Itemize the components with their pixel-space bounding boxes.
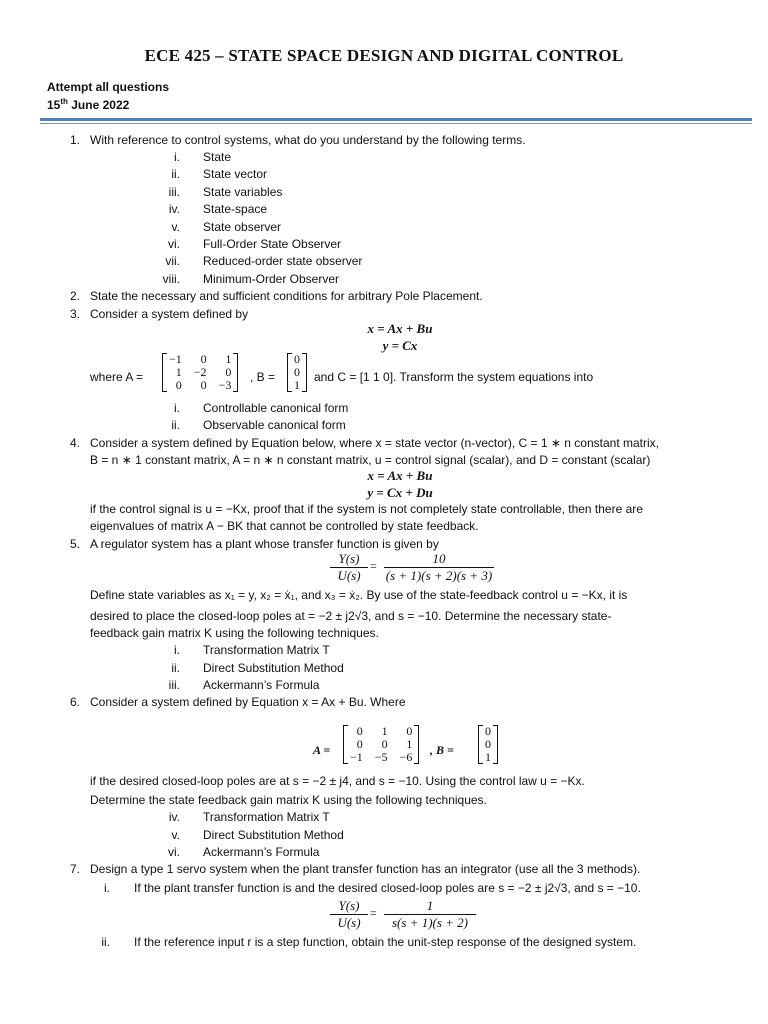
question-text-cont: eigenvalues of matrix A − BK that cannot be controlled by state feedback.: [90, 519, 479, 533]
matrix-entry: 0: [200, 378, 207, 392]
matrix-entry: 1: [225, 352, 232, 366]
question-text: A regulator system has a plant whose transfer function is given by: [90, 537, 439, 551]
matrix-entry: 0: [225, 365, 232, 379]
question-text: Consider a system defined by: [90, 307, 249, 321]
list-item-number: i.: [174, 643, 180, 657]
matrix-entry: −1: [350, 750, 363, 764]
list-item-number: i.: [174, 401, 180, 415]
question-text: Consider a system defined by Equation below, where x = state vector (n-vector), C = 1 ∗ n constant matrix,: [90, 436, 659, 450]
question-number: 4.: [69, 436, 80, 450]
sub-question-number: i.: [104, 881, 110, 895]
matrix-entry: −3: [218, 378, 232, 392]
transfer-function-lhs: $\frac{Y(s)}{U(s)}$: [330, 898, 368, 931]
list-item: State variables: [203, 184, 283, 199]
list-item-number: v.: [171, 827, 180, 842]
matrix-entry: −6: [399, 750, 413, 764]
transfer-function-rhs: $\frac{1}{s(s + 1)(s + 2)}$: [384, 898, 476, 931]
output-equation: y = Cx: [382, 338, 418, 353]
list-item: Minimum-Order Observer: [203, 271, 340, 286]
list-item-number: vi.: [168, 237, 180, 251]
matrix-entry: 0: [294, 365, 300, 379]
matrix-a: [343, 725, 419, 764]
list-item-number: ii.: [171, 167, 180, 182]
question-number: 2.: [69, 289, 80, 303]
list-item-number: ii.: [171, 418, 180, 432]
matrix-a-label: where A =: [90, 370, 144, 384]
matrix-a: [162, 353, 238, 392]
question-text: State the necessary and sufficient conditions for arbitrary Pole Placement.: [90, 289, 483, 303]
list-item: Direct Substitution Method: [203, 827, 344, 842]
list-item-number: iv.: [168, 202, 180, 217]
matrix-entry: 0: [356, 724, 363, 738]
exam-date: 15th June 2022: [47, 97, 130, 112]
question-text: With reference to control systems, what do you understand by the following terms.: [90, 133, 526, 147]
list-item: Observable canonical form: [203, 418, 346, 432]
list-item-number: vii.: [165, 254, 180, 269]
list-item: Reduced-order state observer: [203, 254, 363, 269]
question-number: 1.: [69, 133, 80, 147]
list-item-number: iv.: [168, 810, 180, 824]
matrix-entry: 0: [356, 737, 363, 751]
matrix-entry: 0: [381, 737, 388, 751]
list-item: State observer: [203, 219, 282, 234]
list-item-number: v.: [171, 219, 180, 234]
question-text: Consider a system defined by Equation x = Ax + Bu. Where: [90, 695, 406, 709]
matrix-entry: 0: [294, 352, 300, 366]
list-item-number: iii.: [168, 184, 180, 199]
exam-page: ECE 425 – STATE SPACE DESIGN AND DIGITAL CONTROL Attempt all questions 15th June 2022 1. With reference to control systems, what do you understand by the following terms. i. State ii. State vector iii. State variables iv. State-space v. State observer vi. Full-Order State Observer vii. Reduced-order state observer viii. Minimum-Order Observer 2. State the necessary and sufficient conditions for arbitrary Pole Placement. 3. Consider a system defined by x = Ax + Bu y = Cx where A = −1 0 1 1 −2 0 0 0 −3 , B = 0 0 1 and C = [1 1 0]. Transform the system equations into i. Controllable canonical form ii. Observable canonical form 4. Consider a system defined by Equation below, where x = state vector (n-vector), C = 1 ∗ n constant matrix, B = n ∗ 1 constant matrix, A = n ∗ n constant matrix, u = control signal (scalar), and D = constant (scalar) x = Ax + Bu y = Cx + Du if the control signal is u = −Kx, proof that if the system is not completely state controllable, then there are eigenvalues of matrix A − BK that cannot be controlled by state feedback. 5. A regulator system has a plant whose transfer function is given by $\frac{Y(s)}{U(s)}$ = $\frac{10}{(s + 1)(s + 2)(s + 3)}$ Define state variables as x₁ = y, x₂ = ẋ₁, and x₃ = ẋ₂. By use of the state-feedback control u = −Kx, it is desired to place the closed-loop poles at = −2 ± j2√3, and s = −10. Determine the necessary state- feedback gain matrix K using the following techniques. i. Transformation Matrix T ii. Direct Substitution Method iii. Ackermann’s Formula 6. Consider a system defined by Equation x = Ax + Bu. Where A = 0 1 0 0 0 1 −1 −5 −6 , B = 0 0 1 if the desired closed-loop poles are at s = −2 ± j4, and s = −10. Using the control law u = −Kx. Determine the state feedback gain matrix K using the following techniques. iv. Transformation Matrix T v. Direct Substitution Method vi. Ackermann’s Formula 7. Design a type 1 servo system when the plant transfer function has an integrator (use all the 3 methods). i. If the plant transfer function is and the desired closed-loop poles are s = −2 ± j2√3, and s = −10. $\frac{Y(s)}{U(s)}$ = $\frac{1}{s(s + 1)(s + 2)}$ ii. If the reference input r is a step function, obtain the unit-step response of the designed system.: [0, 0, 768, 1024]
question-text-cont: B = n ∗ 1 constant matrix, A = n ∗ n constant matrix, u = control signal (scalar), and D = constant (scalar): [90, 453, 651, 467]
matrix-a-label: A =: [313, 743, 331, 757]
question-text-cont: if the desired closed-loop poles are at s = −2 ± j4, and s = −10. Using the control law u = −Kx.: [90, 774, 585, 788]
question-text: Design a type 1 servo system when the plant transfer function has an integrator (use all the 3 methods).: [90, 862, 641, 876]
matrix-entry: 0: [406, 724, 413, 738]
matrix-entry: 1: [175, 365, 182, 379]
list-item-number: viii.: [162, 271, 180, 286]
matrix-entry: −2: [193, 365, 207, 379]
list-item-number: iii.: [168, 678, 180, 692]
question-text-cont: desired to place the closed-loop poles at = −2 ± j2√3, and s = −10. Determine the necessary state-: [90, 609, 612, 623]
matrix-entry: 1: [406, 737, 413, 751]
list-item-number: vi.: [168, 845, 180, 859]
list-item: Direct Substitution Method: [203, 660, 344, 675]
question-text-cont: Define state variables as x₁ = y, x₂ = ẋ₁, and x₃ = ẋ₂. By use of the state-feedback control u = −Kx, it is: [90, 588, 628, 602]
matrix-entry: −5: [374, 750, 388, 764]
transfer-function-rhs: $\frac{10}{(s + 1)(s + 2)(s + 3)}$: [385, 551, 493, 583]
matrix-b-label: , B =: [430, 743, 454, 757]
list-item: Full-Order State Observer: [203, 237, 342, 251]
header-rule: [40, 118, 752, 121]
question-number: 6.: [69, 695, 80, 709]
matrix-entry: 0: [200, 352, 207, 366]
matrix-b: [287, 353, 307, 392]
question-text-cont: if the control signal is u = −Kx, proof that if the system is not completely state controllable, then there are: [90, 502, 643, 516]
list-item: Transformation Matrix T: [203, 810, 330, 824]
sub-question-text: If the reference input r is a step function, obtain the unit-step response of the designed system.: [134, 935, 637, 949]
instructions: Attempt all questions: [47, 80, 170, 94]
list-item: State: [203, 150, 232, 164]
sub-question-text: If the plant transfer function is and the desired closed-loop poles are s = −2 ± j2√3, and s = −10.: [134, 881, 641, 895]
matrix-entry: 1: [294, 378, 300, 392]
list-item: State-space: [203, 202, 268, 217]
matrix-c-text: and C = [1 1 0]. Transform the system equations into: [314, 370, 594, 384]
question-number: 5.: [69, 537, 80, 551]
matrix-b-label: , B =: [250, 370, 276, 384]
matrix-entry: 1: [485, 750, 491, 764]
exam-title: ECE 425 – STATE SPACE DESIGN AND DIGITAL CONTROL: [144, 46, 624, 65]
list-item: Ackermann’s Formula: [203, 678, 320, 692]
transfer-function-lhs: $\frac{Y(s)}{U(s)}$: [330, 551, 368, 584]
matrix-entry: 1: [381, 724, 388, 738]
question-text-cont: feedback gain matrix K using the following techniques.: [90, 626, 379, 640]
list-item: Ackermann’s Formula: [203, 845, 320, 859]
list-item-number: i.: [174, 150, 180, 164]
matrix-entry: 0: [485, 737, 491, 751]
matrix-entry: −1: [169, 352, 182, 366]
list-item: Controllable canonical form: [203, 401, 349, 415]
question-text-cont: Determine the state feedback gain matrix K using the following techniques.: [90, 793, 487, 807]
question-number: 3.: [69, 307, 80, 321]
question-number: 7.: [69, 862, 80, 876]
sub-question-number: ii.: [101, 935, 110, 949]
matrix-b: [478, 725, 498, 764]
list-item: State vector: [203, 167, 268, 182]
header-rule-thin: [40, 123, 752, 124]
output-equation: y = Cx + Du: [367, 485, 433, 500]
state-equation: x = Ax + Bu: [367, 468, 433, 483]
list-item-number: ii.: [171, 660, 180, 675]
list-item: Transformation Matrix T: [203, 643, 330, 657]
matrix-entry: 0: [175, 378, 182, 392]
matrix-entry: 0: [485, 724, 491, 738]
state-equation: x = Ax + Bu: [367, 321, 433, 336]
